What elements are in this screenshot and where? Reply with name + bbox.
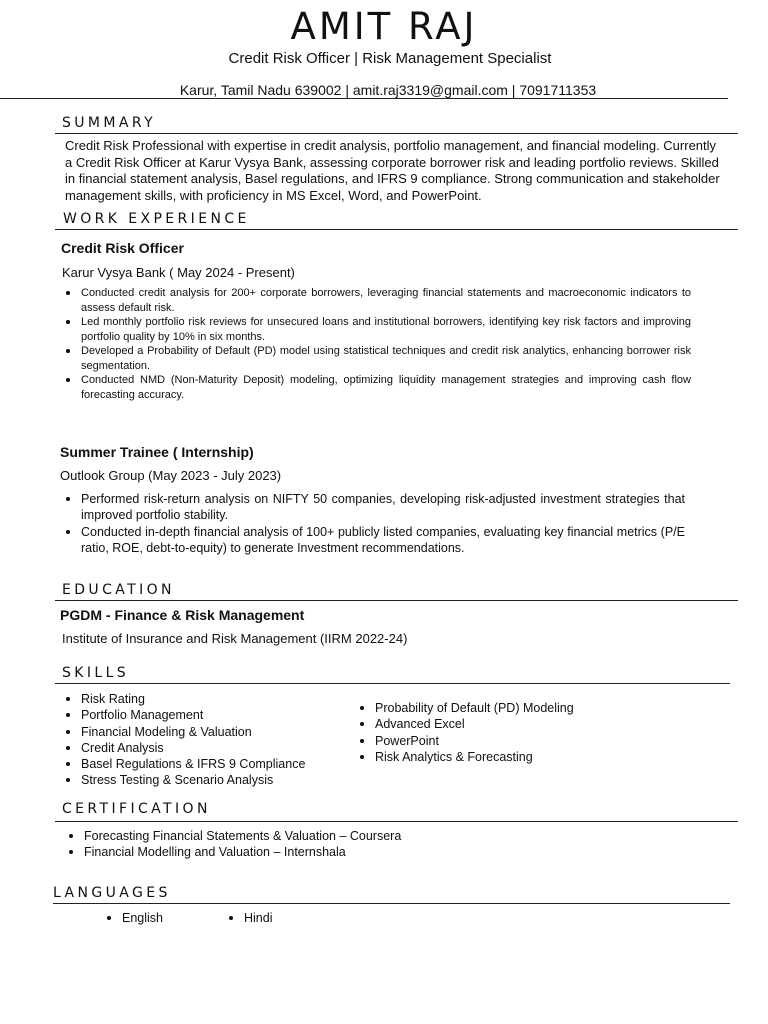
language-item: Hindi: [226, 910, 346, 926]
languages-divider: [53, 903, 730, 904]
skill-item: Credit Analysis: [63, 740, 343, 756]
certification-list: [66, 828, 666, 861]
institute-name: Institute of Insurance and Risk Management (IIRM 2022-24): [62, 631, 408, 646]
degree-title: PGDM - Finance & Risk Management: [60, 607, 305, 623]
job-bullet: Conducted credit analysis for 200+ corporate borrowers, leveraging financial statements and macroeconomic indicators to assess default risk.: [63, 286, 691, 315]
experience-divider: [55, 229, 738, 230]
education-divider: [55, 600, 738, 601]
language-item: English: [104, 910, 224, 926]
job-employer: Outlook Group (May 2023 - July 2023): [60, 468, 282, 483]
summary-text: Credit Risk Professional with expertise in credit analysis, portfolio management, and financial modeling. Currently a Credit Risk Officer at Karur Vysya Bank, assessing corporate borrower risk and leading portfolio reviews. Skilled in financial statement analysis, Basel regulations, and IFRS 9 compliance. Strong communication and stakeholder management skills, with proficiency in MS Excel, Word, and PowerPoint.: [65, 138, 720, 203]
candidate-name: AMIT RAJ: [290, 5, 478, 48]
skill-item: Portfolio Management: [63, 707, 343, 723]
experience-heading: WORK EXPERIENCE: [63, 211, 250, 227]
skills-heading: SKILLS: [62, 665, 130, 681]
skill-item: Advanced Excel: [357, 716, 657, 732]
skill-item: Risk Analytics & Forecasting: [357, 749, 657, 765]
skills-list-left: [63, 691, 343, 789]
contact-line: Karur, Tamil Nadu 639002 | amit.raj3319@gmail.com | 7091711353: [179, 82, 597, 98]
summary-divider: [55, 133, 738, 134]
certification-heading: CERTIFICATION: [62, 801, 211, 817]
skill-item: Risk Rating: [63, 691, 343, 707]
certification-divider: [55, 821, 738, 822]
languages-heading: LANGUAGES: [53, 885, 171, 901]
job-title: Summer Trainee ( Internship): [60, 444, 254, 460]
job-bullet: Led monthly portfolio risk reviews for unsecured loans and institutional borrowers, identifying key risk factors and improving portfolio quality by 10% in six months.: [63, 315, 691, 344]
skill-item: Probability of Default (PD) Modeling: [357, 700, 657, 716]
job-bullet: Conducted NMD (Non-Maturity Deposit) modeling, optimizing liquidity management strategies and improving cash flow forecasting accuracy.: [63, 373, 691, 402]
job-subtitle: Credit Risk Officer | Risk Management Specialist: [228, 50, 552, 67]
language-list-2: [226, 910, 346, 926]
skill-item: Financial Modeling & Valuation: [63, 724, 343, 740]
job-bullet: Developed a Probability of Default (PD) model using statistical techniques and credit risk analytics, enhancing borrower risk segmentation.: [63, 344, 691, 373]
job-employer: Karur Vysya Bank ( May 2024 - Present): [62, 265, 295, 280]
certification-item: Financial Modelling and Valuation – Internshala: [66, 844, 666, 860]
job-bullets: [63, 286, 691, 402]
skills-divider: [55, 683, 730, 684]
header-divider: [0, 98, 728, 99]
job-title: Credit Risk Officer: [61, 240, 184, 256]
skills-list-right: [357, 700, 657, 765]
skill-item: Stress Testing & Scenario Analysis: [63, 772, 343, 788]
language-list-1: [104, 910, 224, 926]
summary-heading: SUMMARY: [62, 115, 157, 131]
job-bullet: Conducted in-depth financial analysis of 100+ publicly listed companies, evaluating key financial metrics (P/E ratio, ROE, debt-to-equity) to generate Investment recommendations.: [63, 524, 685, 557]
job-bullet: Performed risk-return analysis on NIFTY 50 companies, developing risk-adjusted investment strategies that improved portfolio stability.: [63, 491, 685, 524]
certification-item: Forecasting Financial Statements & Valuation – Coursera: [66, 828, 666, 844]
education-heading: EDUCATION: [62, 582, 175, 598]
job-bullets: [63, 491, 685, 557]
skill-item: Basel Regulations & IFRS 9 Compliance: [63, 756, 343, 772]
skill-item: PowerPoint: [357, 733, 657, 749]
